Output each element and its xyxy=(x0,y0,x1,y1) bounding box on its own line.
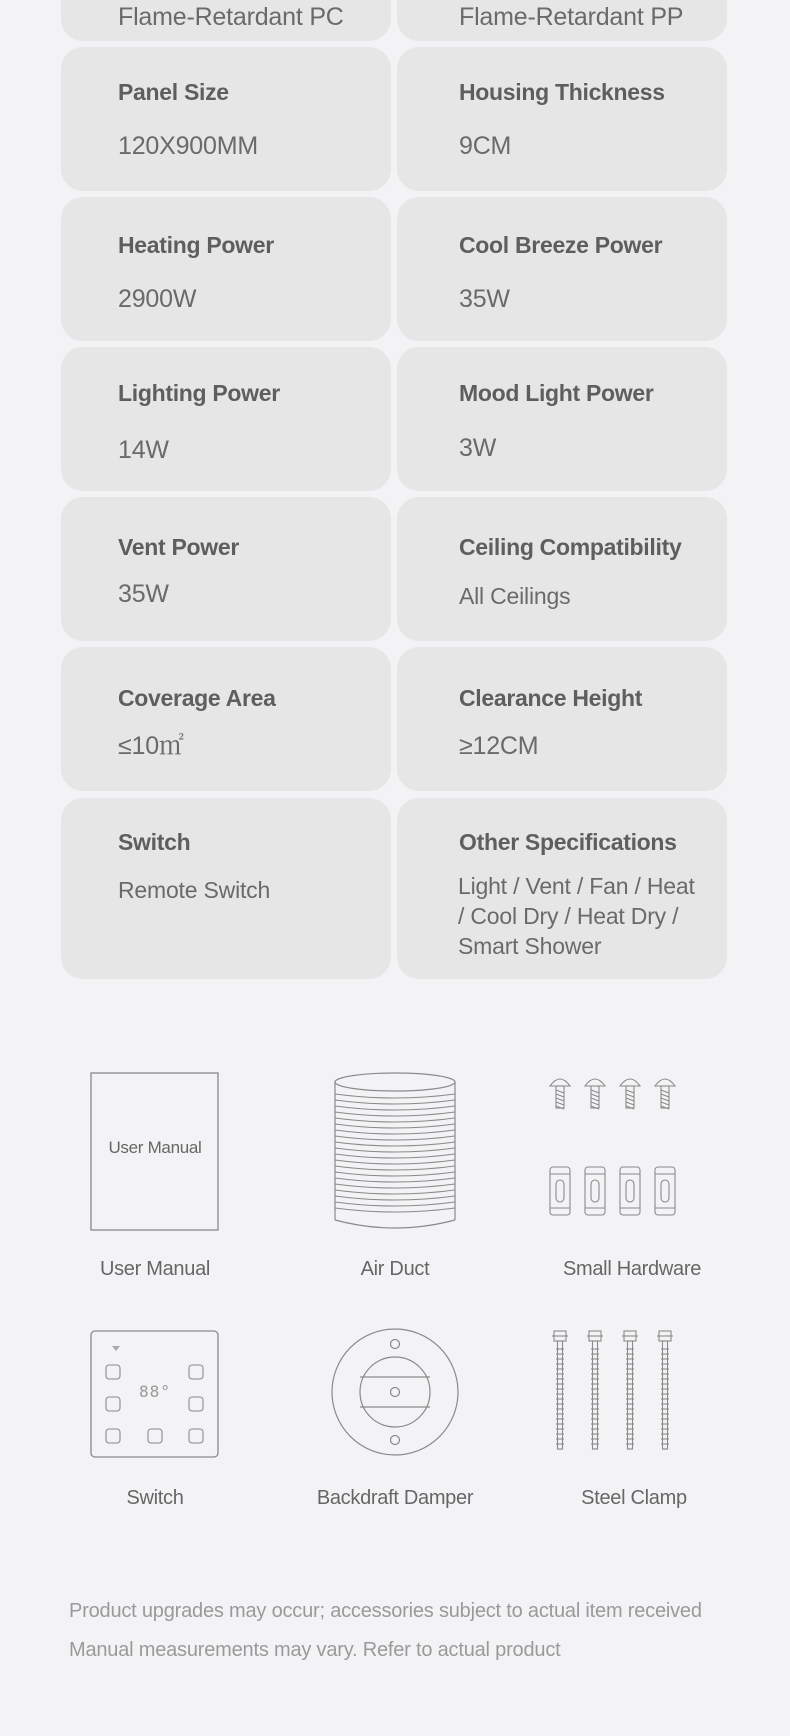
spec-label: Other Specifications xyxy=(459,829,677,855)
spec-card-heating-power xyxy=(61,197,391,341)
spec-label: Vent Power xyxy=(118,534,239,560)
accessory-steel-clamp xyxy=(514,1325,754,1525)
spec-label: Lighting Power xyxy=(118,380,280,406)
accessory-caption: Backdraft Damper xyxy=(316,1487,474,1509)
accessory-caption: Steel Clamp xyxy=(581,1487,687,1509)
spec-value: 9CM xyxy=(459,132,512,160)
spec-value: 14W xyxy=(118,436,169,464)
small-hardware-icon xyxy=(512,1070,752,1235)
accessory-user-manual xyxy=(35,1070,275,1290)
accessory-caption: Switch xyxy=(126,1487,184,1509)
spec-label: Switch xyxy=(118,829,191,855)
spec-card-switch xyxy=(61,798,391,979)
spec-label: Heating Power xyxy=(118,232,274,258)
steel-clamp-icon xyxy=(514,1325,754,1460)
spec-value: Light / Vent / Fan / Heat / Cool Dry / Heat Dry / Smart Shower xyxy=(458,873,695,959)
spec-card-clearance-height xyxy=(397,647,727,791)
user-manual-cover-text: User Manual xyxy=(108,1138,202,1157)
spec-value: 35W xyxy=(118,580,169,608)
spec-label: Mood Light Power xyxy=(459,380,654,406)
spec-label: Ceiling Compatibility xyxy=(459,534,682,560)
spec-value: Remote Switch xyxy=(118,877,271,903)
spec-value: All Ceilings xyxy=(459,583,571,609)
spec-card-mood-light-power xyxy=(397,347,727,491)
spec-card-material-left xyxy=(61,0,391,41)
spec-value: ≤10㎡ xyxy=(118,732,184,760)
spec-card-ceiling-compatibility xyxy=(397,497,727,641)
accessory-caption: Small Hardware xyxy=(562,1258,702,1280)
backdraft-damper-icon xyxy=(275,1325,515,1460)
spec-card-vent-power xyxy=(61,497,391,641)
spec-card-housing-thickness xyxy=(397,47,727,191)
disclaimer-note: Manual measurements may vary. Refer to actual product xyxy=(69,1639,561,1661)
spec-value: 35W xyxy=(459,285,510,313)
spec-label: Clearance Height xyxy=(459,685,643,711)
spec-card-cool-breeze-power xyxy=(397,197,727,341)
spec-value: Flame-Retardant PP xyxy=(459,3,684,31)
spec-label: Cool Breeze Power xyxy=(459,232,663,258)
spec-card-lighting-power xyxy=(61,347,391,491)
accessory-backdraft-damper xyxy=(275,1325,515,1525)
accessory-switch xyxy=(35,1325,275,1525)
accessory-caption: Air Duct xyxy=(360,1258,430,1280)
accessory-air-duct xyxy=(275,1070,515,1290)
spec-label: Panel Size xyxy=(118,79,229,105)
spec-card-material-right xyxy=(397,0,727,41)
spec-card-panel-size xyxy=(61,47,391,191)
disclaimer-note: Product upgrades may occur; accessories subject to actual item received xyxy=(69,1600,702,1622)
spec-card-other-specifications xyxy=(397,798,727,979)
spec-value: 2900W xyxy=(118,285,197,313)
accessory-caption: User Manual xyxy=(99,1258,211,1280)
spec-label: Coverage Area xyxy=(118,685,276,711)
spec-label: Housing Thickness xyxy=(459,79,665,105)
spec-value: 3W xyxy=(459,434,497,462)
air-duct-icon xyxy=(275,1070,515,1235)
spec-value: ≥12CM xyxy=(459,732,539,760)
spec-value: Flame-Retardant PC xyxy=(118,3,344,31)
spec-value: 120X900MM xyxy=(118,132,258,160)
switch-display-readout: 88° xyxy=(139,1382,171,1401)
accessory-small-hardware xyxy=(512,1070,752,1290)
spec-card-coverage-area xyxy=(61,647,391,791)
